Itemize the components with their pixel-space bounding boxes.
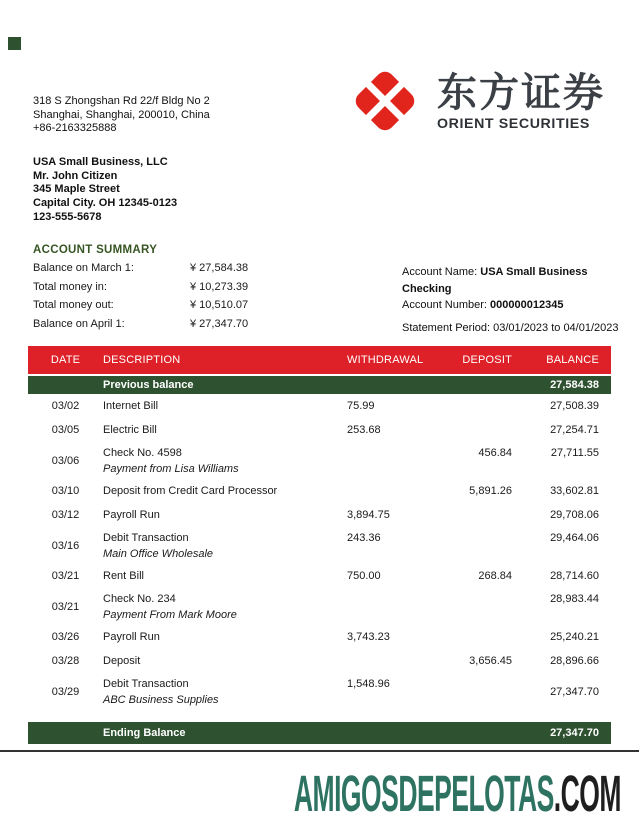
customer-phone: 123-555-5678 [33, 210, 102, 223]
cell-balance: 29,708.06 [550, 509, 599, 521]
header-deposit: DEPOSIT [462, 354, 512, 366]
cell-withdrawal: 3,894.75 [347, 509, 390, 521]
cell-balance: 33,602.81 [550, 485, 599, 497]
bank-address-line: 318 S Zhongshan Rd 22/f Bldg No 2 [33, 95, 210, 107]
cell-description [103, 673, 347, 706]
cell-withdrawal: 750.00 [347, 570, 381, 582]
watermark-brand: AMIGOSDEPELOTAS [293, 765, 554, 822]
cell-description [103, 509, 347, 521]
table-row [28, 479, 611, 503]
cell-desc-note: Payment From Mark Moore [103, 609, 237, 621]
cell-balance: 28,714.60 [550, 570, 599, 582]
table-row [28, 503, 611, 527]
cell-withdrawal: 253.68 [347, 424, 381, 436]
cell-withdrawal: 3,743.23 [347, 631, 390, 643]
cell-date: 03/05 [51, 424, 80, 436]
cell-description [103, 570, 347, 582]
customer-city: Capital City. OH 12345-0123 [33, 197, 178, 210]
account-number-value: 000000012345 [490, 299, 564, 311]
cell-date: 03/21 [51, 570, 80, 582]
customer-contact: Mr. John Citizen [33, 169, 118, 182]
summary-row [33, 278, 248, 297]
table-row [28, 527, 611, 564]
customer-address [33, 156, 177, 225]
table-row [28, 394, 611, 418]
ending-balance-label: Ending Balance [103, 727, 186, 739]
account-number-line [402, 297, 639, 314]
account-name-label: Account Name: [402, 266, 481, 278]
cell-date: 03/21 [51, 600, 80, 613]
cell-description [103, 588, 347, 621]
bank-phone: +86-2163325888 [33, 122, 117, 135]
header-balance: BALANCE [546, 354, 599, 366]
table-row [28, 442, 611, 479]
cell-withdrawal: 75.99 [347, 400, 375, 412]
cell-description [103, 442, 347, 475]
cell-desc-note: Payment from Lisa Williams [103, 463, 239, 475]
cell-balance: 27,254.71 [550, 424, 599, 436]
brand-text [437, 71, 605, 132]
watermark-suffix: .COM [553, 765, 621, 822]
cell-balance: 28,896.66 [550, 655, 599, 667]
cell-description [103, 485, 347, 497]
summary-label: Balance on March 1: [33, 262, 134, 275]
account-name-value: USA Small Business Checking [402, 266, 588, 295]
table-row [28, 673, 611, 710]
cell-date: 03/02 [51, 400, 80, 412]
cell-description [103, 655, 347, 667]
cell-withdrawal [347, 442, 447, 447]
previous-balance-label: Previous balance [103, 379, 194, 391]
header-withdrawal: WITHDRAWAL [347, 354, 424, 366]
orient-diamond-icon [346, 62, 424, 140]
table-row [28, 564, 611, 588]
brand-logo [346, 62, 605, 140]
cell-deposit [447, 588, 512, 593]
header-description: DESCRIPTION [103, 354, 181, 366]
bank-address [33, 95, 210, 136]
account-summary-table [33, 259, 248, 333]
cell-date: 03/12 [51, 509, 80, 521]
summary-label: Total money in: [33, 280, 107, 293]
cell-desc-main: Deposit from Credit Card Processor [103, 485, 278, 497]
bank-address-line: Shanghai, Shanghai, 200010, China [33, 108, 210, 121]
brand-name-english: ORIENT SECURITIES [437, 115, 590, 132]
cell-desc-main: Electric Bill [103, 424, 157, 436]
account-name-line [402, 264, 639, 297]
cell-withdrawal [347, 588, 447, 593]
ending-balance-row [28, 722, 611, 744]
cell-deposit [447, 673, 512, 678]
cell-desc-main: Deposit [103, 655, 141, 667]
summary-label: Balance on April 1: [33, 318, 125, 331]
cell-deposit: 3,656.45 [469, 655, 512, 667]
account-info [402, 264, 639, 336]
summary-value: ¥ 27,347.70 [190, 318, 249, 331]
cell-withdrawal: 1,548.96 [347, 678, 390, 690]
cell-description [103, 424, 347, 436]
header-date: DATE [50, 354, 81, 366]
customer-street: 345 Maple Street [33, 183, 120, 196]
cell-desc-main: Rent Bill [103, 570, 144, 582]
customer-name: USA Small Business, LLC [33, 156, 168, 168]
cell-desc-main: Check No. 4598 [103, 447, 182, 459]
previous-balance-row [28, 376, 611, 394]
table-row [28, 649, 611, 673]
cell-balance: 27,711.55 [550, 447, 599, 459]
account-summary-heading: ACCOUNT SUMMARY [33, 244, 158, 256]
cell-desc-main: Payroll Run [103, 509, 160, 521]
cell-date: 03/29 [51, 685, 80, 698]
cell-desc-main: Debit Transaction [103, 678, 189, 690]
cell-desc-main: Debit Transaction [103, 532, 189, 544]
table-row [28, 418, 611, 442]
statement-period: Statement Period: 03/01/2023 to 04/01/2023 [402, 321, 619, 334]
cell-date: 03/06 [51, 454, 80, 467]
previous-balance-value: 27,584.38 [550, 379, 599, 391]
cell-date: 03/26 [51, 631, 80, 643]
cell-balance: 27,347.70 [550, 685, 599, 698]
account-number-label: Account Number: [402, 299, 491, 311]
cell-deposit: 456.84 [478, 447, 512, 459]
corner-marker [8, 37, 21, 50]
cell-desc-main: Internet Bill [103, 400, 159, 412]
cell-date: 03/28 [51, 655, 80, 667]
cell-date: 03/16 [51, 539, 80, 552]
divider-rule [0, 750, 639, 752]
summary-row [33, 296, 248, 315]
summary-value: ¥ 10,510.07 [190, 299, 249, 312]
cell-balance: 25,240.21 [550, 631, 599, 643]
cell-desc-main: Check No. 234 [103, 593, 176, 605]
cell-balance: 29,464.06 [550, 532, 599, 544]
ending-balance-value: 27,347.70 [550, 727, 599, 739]
cell-desc-note: Main Office Wholesale [103, 548, 214, 560]
brand-name-chinese: 东方证券 [437, 70, 605, 115]
cell-desc-note: ABC Business Supplies [103, 694, 219, 706]
table-row [28, 625, 611, 649]
cell-balance: 27,508.39 [550, 400, 599, 412]
summary-label: Total money out: [33, 299, 114, 312]
summary-value: ¥ 10,273.39 [190, 280, 249, 293]
cell-deposit: 5,891.26 [469, 485, 512, 497]
transactions-table [28, 346, 611, 744]
summary-row [33, 259, 248, 278]
cell-deposit: 268.84 [478, 570, 512, 582]
cell-balance: 28,983.44 [550, 593, 599, 605]
table-row [28, 588, 611, 625]
cell-date: 03/10 [51, 485, 80, 497]
summary-row [33, 315, 248, 334]
cell-description [103, 527, 347, 560]
cell-description [103, 631, 347, 643]
cell-withdrawal: 243.36 [347, 532, 381, 544]
cell-desc-main: Payroll Run [103, 631, 160, 643]
transaction-rows [28, 394, 611, 710]
summary-value: ¥ 27,584.38 [190, 262, 249, 275]
watermark [294, 764, 621, 823]
cell-description [103, 400, 347, 412]
table-header-row [28, 346, 611, 374]
cell-deposit [447, 527, 512, 532]
